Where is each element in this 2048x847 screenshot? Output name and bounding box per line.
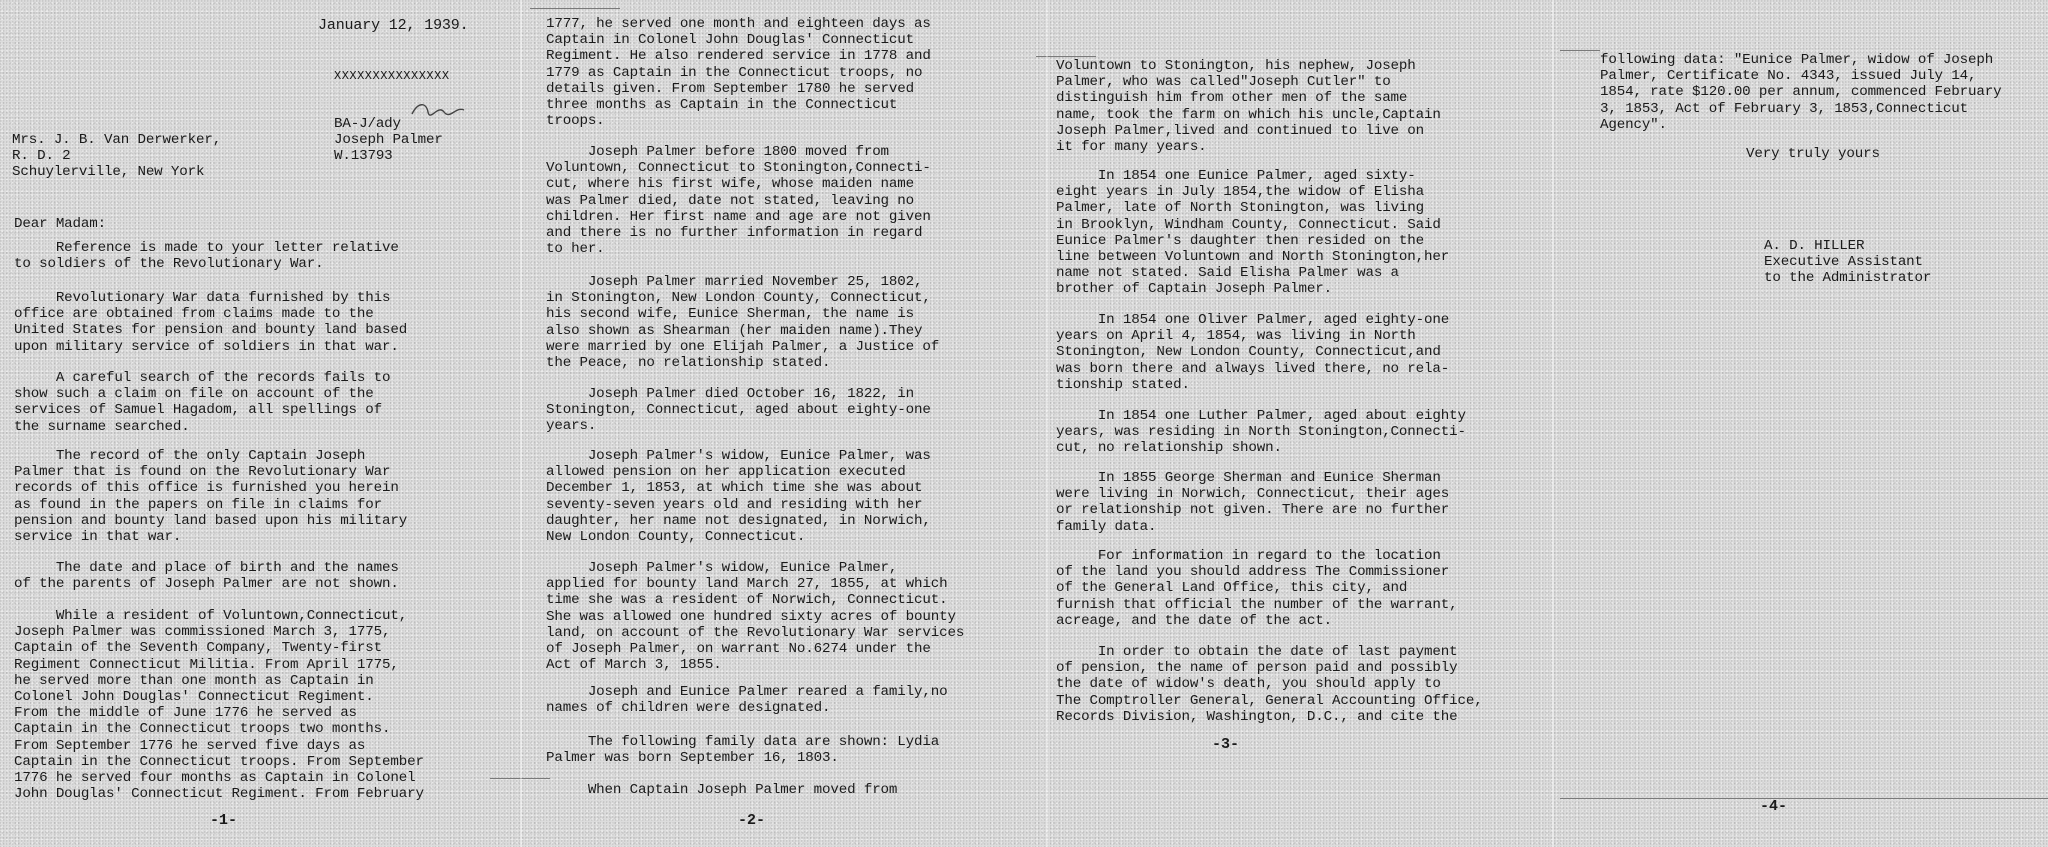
page-fold (1046, 0, 1048, 847)
paragraph: In 1854 one Luther Palmer, aged about eighty years, was residing in North Stonington,Connecti- cut, no relationship shown. (1056, 408, 1466, 457)
paragraph: In 1855 George Sherman and Eunice Sherman were living in Norwich, Connecticut, their ages or relationship not given. There are no further family data. (1056, 470, 1450, 535)
paragraph: In order to obtain the date of last payment of pension, the name of person paid and possibly the date of widow's death, you should apply to The Comptroller General, General Accounting Office, Records Division, Washington, D.C., and cite the (1056, 644, 1483, 725)
page-rule (1036, 56, 1096, 57)
paragraph: Reference is made to your letter relative to soldiers of the Revolutionary War. (14, 240, 399, 273)
paragraph: Joseph Palmer's widow, Eunice Palmer, was allowed pension on her application executed December 1, 1853, at which time she was about seventy-seven years old and residing with her daughter, her name not designated, in Norwich, New London County, Connecticut. (546, 448, 931, 546)
page-number: -4- (1760, 798, 1788, 815)
page-number: -2- (738, 812, 766, 829)
page-rule (1560, 50, 1600, 51)
salutation: Dear Madam: (14, 216, 107, 232)
paragraph: Revolutionary War data furnished by this office are obtained from claims made to the United States for pension and bounty land based upon military service of soldiers in that war. (14, 290, 408, 355)
paragraph: following data: "Eunice Palmer, widow of Joseph Palmer, Certificate No. 4343, issued July 14, 1854, rate $120.00 per annum, commenced February 3, 1853, Act of February 3, 1853,Connecticut Agency". (1600, 52, 2002, 133)
letter-date: January 12, 1939. (318, 17, 469, 34)
letter-page-3 (1056, 0, 1556, 847)
paragraph: The following family data are shown: Lydia Palmer was born September 16, 1803. (546, 734, 940, 767)
letter-page-4 (1560, 0, 2048, 847)
page-number: -3- (1212, 736, 1240, 753)
page-number: -1- (210, 812, 238, 829)
paragraph: The record of the only Captain Joseph Palmer that is found on the Revolutionary War records of this office is furnished you herein as found in the papers on file in claims for pension and bounty land based upon his military service in that war. (14, 448, 408, 546)
page-fold (520, 0, 522, 847)
paragraph: While a resident of Voluntown,Connecticut, Joseph Palmer was commissioned March 3, 1775, Captain of the Seventh Company, Twenty-first Regiment Connecticut Militia. From April 1775, he served more than one month as Captain in Colonel John Douglas' Connecticut Regiment. From the middle of June 1776 he served as Captain in the Connecticut troops two months. From September 1776 he served five days as Captain in the Connecticut troops. From September 1776 he served four months as Captain in Colonel John Douglas' Connecticut Regiment. From February (14, 608, 424, 803)
signature-block: A. D. HILLER Executive Assistant to the Administrator (1764, 238, 1932, 287)
page-fold (1552, 0, 1554, 847)
paragraph: In 1854 one Oliver Palmer, aged eighty-one years on April 4, 1854, was living in North Stonington, New London County, Connecticut,and was born there and always lived there, no rela- tionship stated. (1056, 312, 1450, 393)
letter-page-2 (530, 0, 1050, 847)
letter-page-1 (0, 0, 510, 847)
closing: Very truly yours (1746, 146, 1880, 162)
paragraph: In 1854 one Eunice Palmer, aged sixty- eight years in July 1854,the widow of Elisha Palmer, late of North Stonington, was living in Brooklyn, Windham County, Connecticut. Said Eunice Palmer's daughter then resided on the line between Voluntown and North Stonington,her name not stated. Said Elisha Palmer was a brother of Captain Joseph Palmer. (1056, 168, 1450, 298)
page-rule (530, 8, 620, 9)
paragraph: A careful search of the records fails to show such a claim on file on account of the services of Samuel Hagadom, all spellings of the surname searched. (14, 370, 391, 435)
redacted-line: XXXXXXXXXXXXXXX (334, 69, 450, 83)
paragraph: The date and place of birth and the names of the parents of Joseph Palmer are not shown. (14, 560, 399, 593)
paragraph: Joseph Palmer died October 16, 1822, in Stonington, Connecticut, aged about eighty-one years. (546, 386, 931, 435)
reference-block: BA-J/ady Joseph Palmer W.13793 (334, 116, 443, 165)
paragraph: Voluntown to Stonington, his nephew, Joseph Palmer, who was called"Joseph Cutler" to distinguish him from other men of the same name, took the farm on which his uncle,Captain Joseph Palmer,lived and continued to live on it for many years. (1056, 58, 1441, 156)
paragraph: Joseph Palmer before 1800 moved from Voluntown, Connecticut to Stonington,Connecti- cut, where his first wife, whose maiden name was Palmer died, date not stated, leaving no children. Her first name and age are not given and there is no further information in regard to her. (546, 144, 931, 258)
paragraph: 1777, he served one month and eighteen days as Captain in Colonel John Douglas' Connecticut Regiment. He also rendered service in 1778 and 1779 as Captain in the Connecticut troops, no details given. From September 1780 he served three months as Captain in the Connecticut troops. (546, 16, 931, 130)
page-rule (1560, 798, 2048, 799)
paragraph: Joseph Palmer's widow, Eunice Palmer, applied for bounty land March 27, 1855, at which time she was a resident of Norwich, Connecticut. She was allowed one hundred sixty acres of bounty land, on account of the Revolutionary War services of Joseph Palmer, on warrant No.6274 under the Act of March 3, 1855. (546, 560, 965, 674)
paragraph: When Captain Joseph Palmer moved from (546, 782, 898, 798)
paragraph: For information in regard to the location of the land you should address The Commissioner of the General Land Office, this city, and furnish that official the number of the warrant, acreage, and the date of the act. (1056, 548, 1458, 629)
paragraph: Joseph Palmer married November 25, 1802, in Stonington, New London County, Connecticut, his second wife, Eunice Sherman, the name is also shown as Shearman (her maiden name).They were married by one Elijah Palmer, a Justice of the Peace, no relationship stated. (546, 274, 940, 372)
paragraph: Joseph and Eunice Palmer reared a family,no names of children were designated. (546, 684, 948, 717)
recipient-address: Mrs. J. B. Van Derwerker, R. D. 2 Schuylerville, New York (12, 132, 222, 181)
